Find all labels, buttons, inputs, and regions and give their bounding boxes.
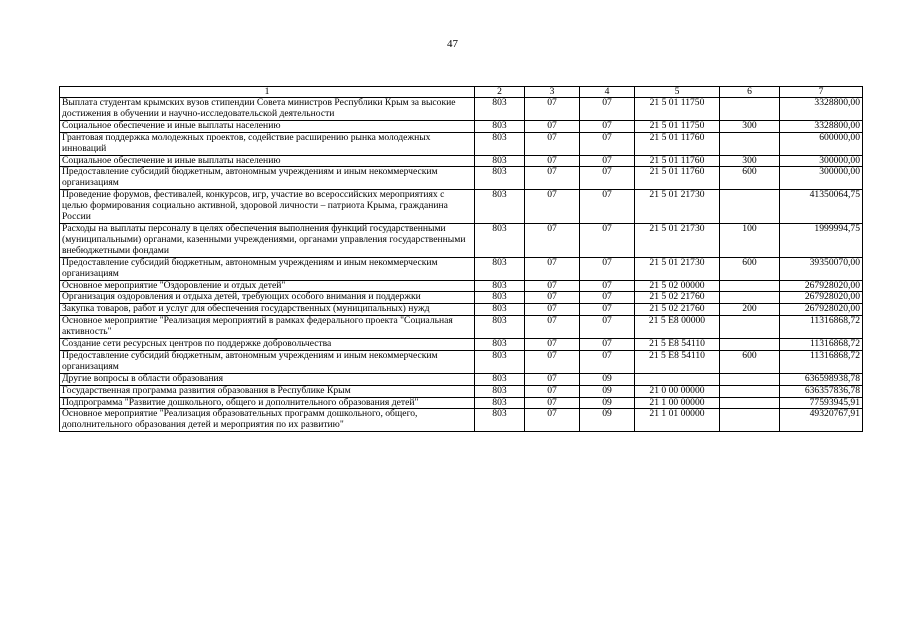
- table-row: [60, 409, 863, 432]
- target-article-code-cell: 21 5 01 21730: [635, 190, 720, 224]
- subsection-code-cell: 07: [580, 155, 635, 167]
- section-code-cell: 07: [525, 316, 580, 339]
- table-row: [60, 167, 863, 190]
- item-name-cell: Другие вопросы в области образования: [60, 373, 475, 385]
- expense-type-code-cell: 600: [720, 350, 780, 373]
- subsection-code-cell: 09: [580, 385, 635, 397]
- amount-cell: 267928020,00: [780, 280, 863, 292]
- target-article-code-cell: 21 5 E8 00000: [635, 316, 720, 339]
- item-name-cell: Предоставление субсидий бюджетным, автономным учреждениям и иным некоммерческим организациям: [60, 167, 475, 190]
- section-code-cell: 07: [525, 132, 580, 155]
- subsection-code-cell: 07: [580, 223, 635, 257]
- subsection-code-cell: 07: [580, 292, 635, 304]
- expense-type-code-cell: 600: [720, 257, 780, 280]
- amount-cell: 39350070,00: [780, 257, 863, 280]
- admin-code-cell: 803: [475, 280, 525, 292]
- expense-type-code-cell: [720, 385, 780, 397]
- budget-table: [59, 86, 863, 432]
- amount-cell: 3328800,00: [780, 120, 863, 132]
- admin-code-cell: 803: [475, 409, 525, 432]
- amount-cell: 1999994,75: [780, 223, 863, 257]
- table-body: [60, 98, 863, 432]
- item-name-cell: Расходы на выплаты персоналу в целях обеспечения выполнения функций государственными (муниципальными) органами, казенными учреждениями, органами управления государственными внебюджетными фондами: [60, 223, 475, 257]
- page-number: 47: [447, 38, 458, 50]
- section-code-cell: 07: [525, 373, 580, 385]
- item-name-cell: Государственная программа развития образования в Республике Крым: [60, 385, 475, 397]
- item-name-cell: Закупка товаров, работ и услуг для обеспечения государственных (муниципальных) нужд: [60, 304, 475, 316]
- table-row: [60, 292, 863, 304]
- section-code-cell: 07: [525, 280, 580, 292]
- item-name-cell: Организация оздоровления и отдыха детей, требующих особого внимания и поддержки: [60, 292, 475, 304]
- table-row: [60, 132, 863, 155]
- subsection-code-cell: 07: [580, 350, 635, 373]
- item-name-cell: Проведение форумов, фестивалей, конкурсов, игр, участие во всероссийских мероприятиях с целью формирования социально активной, здоровой личности – патриота Крыма, гражданина России: [60, 190, 475, 224]
- amount-cell: 11316868,72: [780, 316, 863, 339]
- item-name-cell: Создание сети ресурсных центров по поддержке добровольчества: [60, 339, 475, 351]
- target-article-code-cell: 21 1 01 00000: [635, 409, 720, 432]
- section-code-cell: 07: [525, 339, 580, 351]
- expense-type-code-cell: 300: [720, 155, 780, 167]
- column-header: 4: [580, 87, 635, 98]
- subsection-code-cell: 07: [580, 257, 635, 280]
- admin-code-cell: 803: [475, 339, 525, 351]
- expense-type-code-cell: 600: [720, 167, 780, 190]
- target-article-code-cell: 21 5 01 11750: [635, 98, 720, 121]
- subsection-code-cell: 07: [580, 132, 635, 155]
- item-name-cell: Основное мероприятие "Реализация образовательных программ дошкольного, общего, дополнительного образования детей и мероприятия по их развитию": [60, 409, 475, 432]
- column-header: 1: [60, 87, 475, 98]
- table-row: [60, 155, 863, 167]
- table-row: [60, 98, 863, 121]
- table-row: [60, 257, 863, 280]
- table-row: [60, 385, 863, 397]
- target-article-code-cell: 21 5 E8 54110: [635, 350, 720, 373]
- target-article-code-cell: 21 5 01 21730: [635, 257, 720, 280]
- amount-cell: 300000,00: [780, 167, 863, 190]
- section-code-cell: 07: [525, 223, 580, 257]
- admin-code-cell: 803: [475, 304, 525, 316]
- item-name-cell: Подпрограмма "Развитие дошкольного, общего и дополнительного образования детей": [60, 397, 475, 409]
- expense-type-code-cell: [720, 397, 780, 409]
- section-code-cell: 07: [525, 120, 580, 132]
- expense-type-code-cell: 200: [720, 304, 780, 316]
- section-code-cell: 07: [525, 292, 580, 304]
- expense-type-code-cell: [720, 409, 780, 432]
- subsection-code-cell: 07: [580, 280, 635, 292]
- target-article-code-cell: 21 5 01 11760: [635, 155, 720, 167]
- item-name-cell: Предоставление субсидий бюджетным, автономным учреждениям и иным некоммерческим организациям: [60, 257, 475, 280]
- admin-code-cell: 803: [475, 190, 525, 224]
- expense-type-code-cell: [720, 339, 780, 351]
- table-row: [60, 350, 863, 373]
- subsection-code-cell: 07: [580, 190, 635, 224]
- admin-code-cell: 803: [475, 316, 525, 339]
- expense-type-code-cell: [720, 190, 780, 224]
- admin-code-cell: 803: [475, 98, 525, 121]
- admin-code-cell: 803: [475, 373, 525, 385]
- target-article-code-cell: 21 5 01 21730: [635, 223, 720, 257]
- target-article-code-cell: 21 5 E8 54110: [635, 339, 720, 351]
- section-code-cell: 07: [525, 350, 580, 373]
- table-row: [60, 304, 863, 316]
- admin-code-cell: 803: [475, 397, 525, 409]
- table-row: [60, 373, 863, 385]
- target-article-code-cell: [635, 373, 720, 385]
- item-name-cell: Предоставление субсидий бюджетным, автономным учреждениям и иным некоммерческим организациям: [60, 350, 475, 373]
- section-code-cell: 07: [525, 167, 580, 190]
- amount-cell: 636598938,78: [780, 373, 863, 385]
- table-row: [60, 339, 863, 351]
- column-header: 6: [720, 87, 780, 98]
- subsection-code-cell: 07: [580, 304, 635, 316]
- table-row: [60, 223, 863, 257]
- amount-cell: 267928020,00: [780, 304, 863, 316]
- section-code-cell: 07: [525, 409, 580, 432]
- item-name-cell: Основное мероприятие "Реализация мероприятий в рамках федерального проекта "Социальная активность": [60, 316, 475, 339]
- amount-cell: 600000,00: [780, 132, 863, 155]
- admin-code-cell: 803: [475, 132, 525, 155]
- table-row: [60, 120, 863, 132]
- subsection-code-cell: 07: [580, 167, 635, 190]
- admin-code-cell: 803: [475, 385, 525, 397]
- expense-type-code-cell: 300: [720, 120, 780, 132]
- expense-type-code-cell: [720, 292, 780, 304]
- table-row: [60, 316, 863, 339]
- table-row: [60, 397, 863, 409]
- amount-cell: 11316868,72: [780, 350, 863, 373]
- target-article-code-cell: 21 0 00 00000: [635, 385, 720, 397]
- subsection-code-cell: 09: [580, 397, 635, 409]
- target-article-code-cell: 21 5 02 21760: [635, 304, 720, 316]
- header-row: [60, 87, 863, 98]
- expense-type-code-cell: [720, 373, 780, 385]
- admin-code-cell: 803: [475, 167, 525, 190]
- amount-cell: 11316868,72: [780, 339, 863, 351]
- subsection-code-cell: 09: [580, 373, 635, 385]
- section-code-cell: 07: [525, 397, 580, 409]
- section-code-cell: 07: [525, 155, 580, 167]
- item-name-cell: Социальное обеспечение и иные выплаты населению: [60, 120, 475, 132]
- section-code-cell: 07: [525, 98, 580, 121]
- target-article-code-cell: 21 5 01 11760: [635, 167, 720, 190]
- column-header: 7: [780, 87, 863, 98]
- table-row: [60, 280, 863, 292]
- admin-code-cell: 803: [475, 155, 525, 167]
- target-article-code-cell: 21 5 01 11760: [635, 132, 720, 155]
- subsection-code-cell: 07: [580, 316, 635, 339]
- target-article-code-cell: 21 5 02 00000: [635, 280, 720, 292]
- section-code-cell: 07: [525, 190, 580, 224]
- subsection-code-cell: 07: [580, 98, 635, 121]
- amount-cell: 267928020,00: [780, 292, 863, 304]
- admin-code-cell: 803: [475, 292, 525, 304]
- target-article-code-cell: 21 5 02 21760: [635, 292, 720, 304]
- target-article-code-cell: 21 5 01 11750: [635, 120, 720, 132]
- amount-cell: 41350064,75: [780, 190, 863, 224]
- expense-type-code-cell: 100: [720, 223, 780, 257]
- subsection-code-cell: 07: [580, 339, 635, 351]
- amount-cell: 300000,00: [780, 155, 863, 167]
- item-name-cell: Грантовая поддержка молодежных проектов, содействие расширению рынка молодежных инноваций: [60, 132, 475, 155]
- subsection-code-cell: 07: [580, 120, 635, 132]
- item-name-cell: Основное мероприятие "Оздоровление и отдых детей": [60, 280, 475, 292]
- admin-code-cell: 803: [475, 257, 525, 280]
- expense-type-code-cell: [720, 316, 780, 339]
- expense-type-code-cell: [720, 98, 780, 121]
- admin-code-cell: 803: [475, 350, 525, 373]
- subsection-code-cell: 09: [580, 409, 635, 432]
- column-header: 3: [525, 87, 580, 98]
- amount-cell: 77593945,91: [780, 397, 863, 409]
- expense-type-code-cell: [720, 132, 780, 155]
- target-article-code-cell: 21 1 00 00000: [635, 397, 720, 409]
- amount-cell: 49320767,91: [780, 409, 863, 432]
- expense-type-code-cell: [720, 280, 780, 292]
- item-name-cell: Социальное обеспечение и иные выплаты населению: [60, 155, 475, 167]
- amount-cell: 636357836,78: [780, 385, 863, 397]
- section-code-cell: 07: [525, 304, 580, 316]
- admin-code-cell: 803: [475, 120, 525, 132]
- column-header: 5: [635, 87, 720, 98]
- section-code-cell: 07: [525, 257, 580, 280]
- section-code-cell: 07: [525, 385, 580, 397]
- column-header: 2: [475, 87, 525, 98]
- item-name-cell: Выплата студентам крымских вузов стипендии Совета министров Республики Крым за высокие достижения в обучении и научно-исследовательской деятельности: [60, 98, 475, 121]
- admin-code-cell: 803: [475, 223, 525, 257]
- table-row: [60, 190, 863, 224]
- amount-cell: 3328800,00: [780, 98, 863, 121]
